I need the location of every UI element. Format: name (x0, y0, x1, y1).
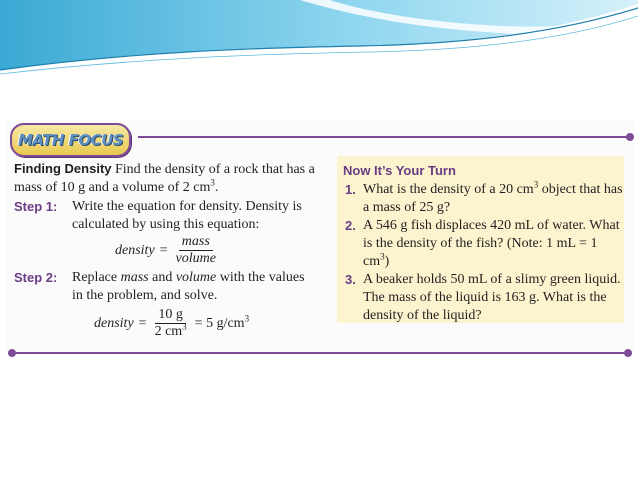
step-2: Step 2: Replace mass and volume with the values in the problem, and solve. (14, 270, 305, 303)
math-focus-logo: MATH FOCUS (10, 123, 131, 157)
top-rule (138, 136, 630, 138)
your-turn-panel (337, 156, 624, 323)
math-focus-figure (6, 120, 634, 355)
your-turn-heading: Now It’s Your Turn (343, 163, 456, 178)
bottom-rule-dot-right (624, 349, 632, 357)
section-title: Finding Density (14, 161, 112, 176)
density-equation: density = $\frac{\text{mass}}{\text{volume}}$ (115, 234, 316, 267)
bottom-rule (12, 352, 628, 354)
ten-g-over-two-cm3-fraction: $\frac{10 g}{2 cm^3}$ (154, 307, 187, 339)
step-1 (14, 198, 316, 234)
solved-equation: density = $\frac{10 g}{2 cm^3}$ = 5 $g/cm^3$ (94, 307, 250, 339)
step-1-label: Step 1: (14, 199, 58, 214)
result-value: = 5 $g/cm^3$ (194, 312, 250, 331)
top-rule-dot (626, 133, 634, 141)
header-swoosh-decoration (0, 0, 638, 80)
bottom-rule-dot-left (8, 349, 16, 357)
finding-density-section (14, 160, 316, 340)
question-3: 3. A beaker holds 50 mL of a slimy green liquid. The mass of the liquid is 163 g. What is the density of the liquid? (345, 272, 621, 323)
question-2: 2. A 546 g fish displaces 420 mL of water. What is the density of the fish? (Note: 1 mL = 1 $cm^3$) (345, 218, 620, 269)
question-1: 1. What is the density of a 20 $cm^3$ object that has a mass of 25 g? (345, 179, 623, 215)
step-1-text: Write the equation for density. Density is calculated by using this equation: (72, 199, 302, 232)
intro-paragraph: Finding Density Find the density of a rock that has a mass of 10 g and a volume of 2 $cm^3$. (14, 161, 315, 195)
step-2-label: Step 2: (14, 270, 58, 285)
mass-over-volume-fraction: $\frac{\text{mass}}{\text{volume}}$ (175, 234, 216, 266)
